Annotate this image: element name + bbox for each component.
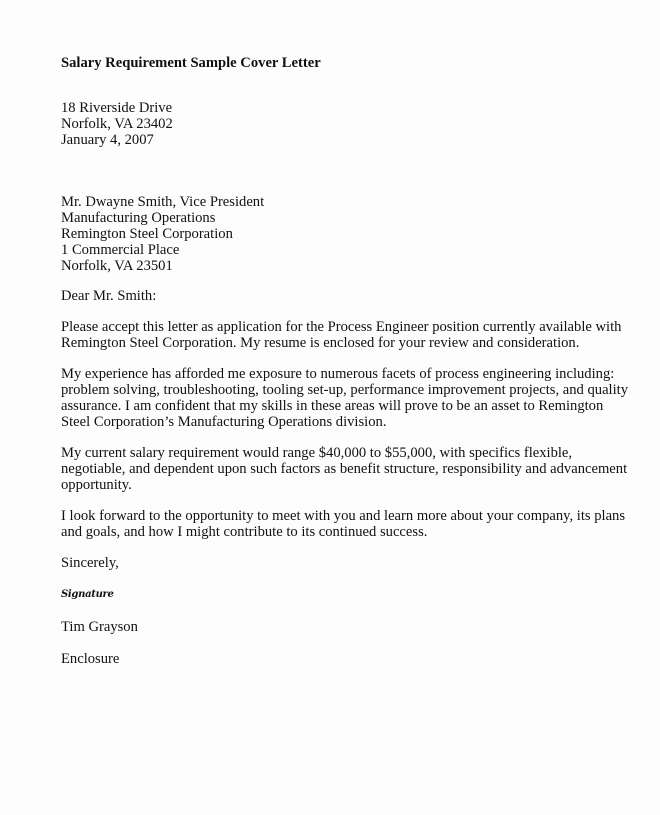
document-title: Salary Requirement Sample Cover Letter xyxy=(61,55,321,71)
paragraph-line: and goals, and how I might contribute to its continued success. xyxy=(61,524,428,540)
paragraph-line: Please accept this letter as application for the Process Engineer position currently available with xyxy=(61,319,622,335)
closing: Sincerely, xyxy=(61,555,119,571)
sender-street: 18 Riverside Drive xyxy=(61,100,173,116)
enclosure-note: Enclosure xyxy=(61,651,120,667)
recipient-address xyxy=(61,194,264,274)
recipient-line: Manufacturing Operations xyxy=(61,210,216,226)
paragraph-line: assurance. I am confident that my skills in these areas will prove to be an asset to Remington xyxy=(61,398,604,414)
paragraph-line: My experience has afforded me exposure to numerous facets of process engineering including: xyxy=(61,366,615,382)
paragraph-line: Remington Steel Corporation. My resume is enclosed for your review and consideration. xyxy=(61,335,580,351)
recipient-line: Mr. Dwayne Smith, Vice President xyxy=(61,194,265,210)
signer-name: Tim Grayson xyxy=(61,619,138,635)
paragraph-line: problem solving, troubleshooting, tooling set-up, performance improvement projects, and quality xyxy=(61,382,629,398)
recipient-line: 1 Commercial Place xyxy=(61,242,180,258)
paragraph-line: I look forward to the opportunity to meet with you and learn more about your company, its plans xyxy=(61,508,626,524)
paragraph-line: negotiable, and dependent upon such factors as benefit structure, responsibility and advancement xyxy=(61,461,628,477)
paragraph-line: My current salary requirement would range $40,000 to $55,000, with specifics flexible, xyxy=(61,445,573,461)
paragraph-2 xyxy=(61,366,628,430)
signature: Signature xyxy=(61,589,114,600)
salutation: Dear Mr. Smith: xyxy=(61,288,157,304)
paragraph-1 xyxy=(61,319,621,351)
paragraph-3 xyxy=(61,445,627,493)
paragraph-line: opportunity. xyxy=(61,477,132,493)
sender-city: Norfolk, VA 23402 xyxy=(61,116,173,132)
paragraph-line: Steel Corporation’s Manufacturing Operations division. xyxy=(61,414,387,430)
recipient-line: Remington Steel Corporation xyxy=(61,226,233,242)
letter-date: January 4, 2007 xyxy=(61,132,154,148)
recipient-line: Norfolk, VA 23501 xyxy=(61,258,173,274)
paragraph-4 xyxy=(61,508,625,540)
sender-address xyxy=(61,100,173,148)
